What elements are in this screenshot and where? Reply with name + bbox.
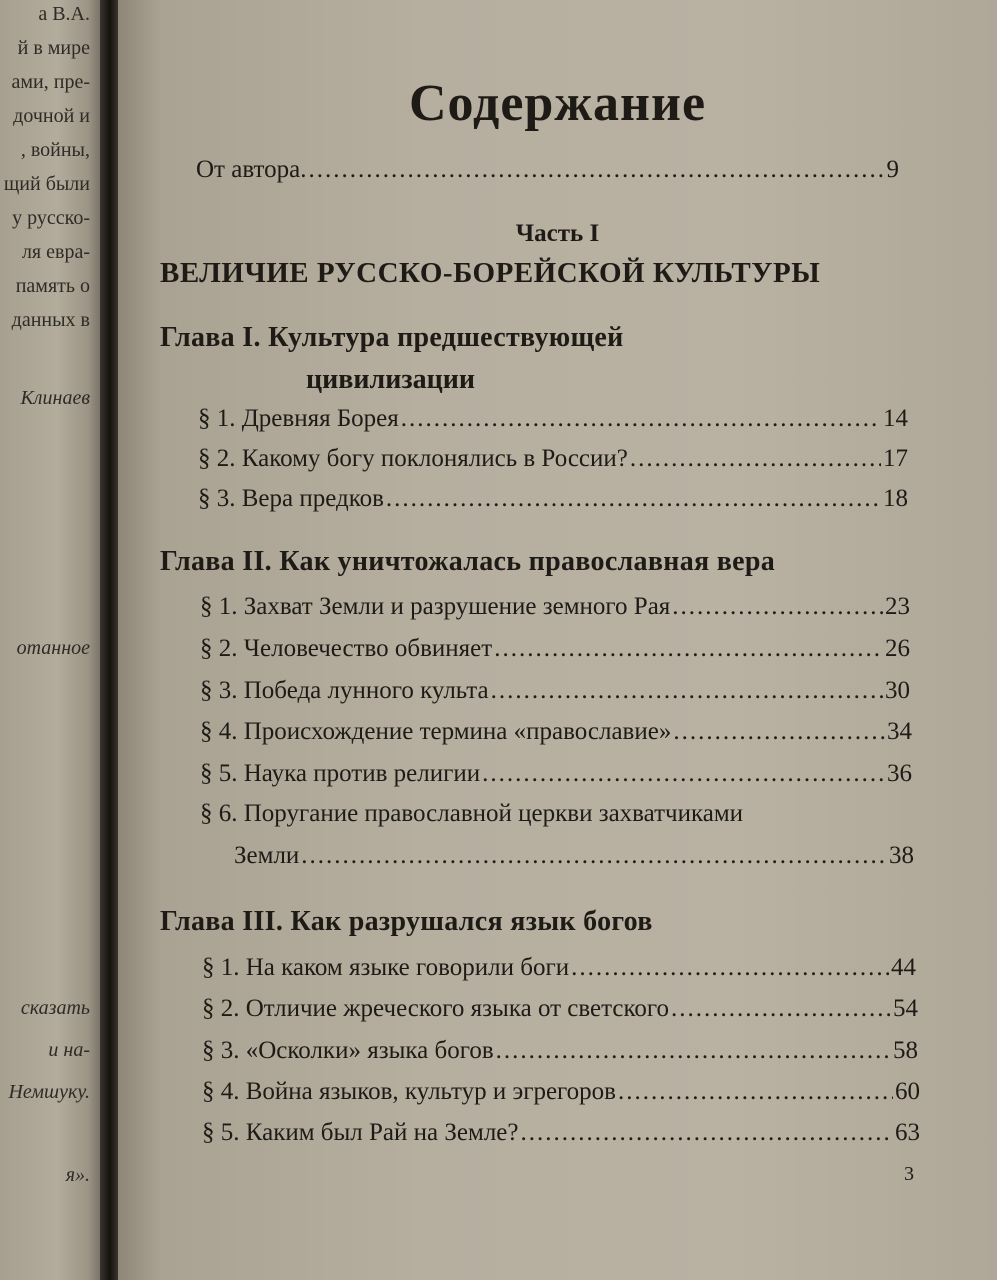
toc-entry-label: § 1. Захват Земли и разрушение земного Рая [200, 593, 671, 620]
toc-page-number: 60 [895, 1078, 920, 1105]
toc-entry-label: § 3. Победа лунного культа [200, 677, 489, 704]
toc-entry [198, 444, 908, 474]
previous-page-text: отанное [16, 637, 90, 659]
toc-entry-label: § 1. На каком языке говорили боги [202, 954, 570, 981]
toc-page-number: 30 [885, 677, 910, 704]
toc-entry-label: § 2. Человечество обвиняет [200, 635, 493, 662]
previous-page-text: а В.А. [38, 3, 90, 25]
toc-page-number: 14 [883, 405, 908, 432]
previous-page-text: данных в [11, 309, 90, 331]
previous-page-text: , войны, [20, 139, 90, 161]
toc-entry-preface [196, 155, 899, 185]
toc-page-number: 44 [891, 954, 916, 981]
toc-entry [202, 1036, 918, 1066]
dot-leader [618, 1077, 893, 1107]
toc-entry-label: § 1. Древняя Борея [198, 405, 399, 432]
dot-leader [494, 634, 883, 664]
previous-page-text: Клинаев [20, 387, 90, 409]
chapter-heading: Глава I. Культура предшествующей [160, 322, 624, 353]
toc-entry-label: От автора. [196, 156, 307, 183]
dot-leader [521, 1118, 894, 1148]
chapter-heading-continuation: цивилизации [306, 364, 476, 395]
toc-entry [202, 1077, 920, 1107]
toc-entry [200, 676, 910, 706]
toc-page-number: 17 [883, 445, 908, 472]
previous-page-text: сказать [20, 997, 90, 1019]
dot-leader [571, 953, 889, 983]
previous-page-text: у русско- [12, 207, 90, 229]
toc-page-number: 58 [893, 1037, 918, 1064]
chapter-heading: Глава III. Как разрушался язык богов [160, 906, 653, 937]
dot-leader [401, 404, 881, 434]
toc-entry-label: § 2. Какому богу поклонялись в России? [198, 445, 628, 472]
previous-page-text: щий были [3, 173, 90, 195]
dot-leader [386, 484, 881, 514]
toc-entry-label: § 5. Каким был Рай на Земле? [202, 1119, 519, 1146]
toc-page-number: 36 [887, 760, 912, 787]
previous-page [0, 0, 104, 1280]
toc-entry [198, 404, 908, 434]
previous-page-text: дочной и [13, 105, 90, 127]
toc-entry [202, 1118, 920, 1148]
contents-page [118, 0, 997, 1280]
dot-leader [673, 717, 885, 747]
part-title: ВЕЛИЧИЕ РУССКО-БОРЕЙСКОЙ КУЛЬТУРЫ [160, 257, 821, 289]
dot-leader [308, 155, 884, 185]
dot-leader [672, 592, 883, 622]
toc-entry-label: § 3. Вера предков [198, 485, 384, 512]
toc-page-number: 63 [895, 1119, 920, 1146]
previous-page-text: я». [65, 1164, 90, 1186]
dot-leader [301, 841, 887, 871]
toc-entry [198, 484, 908, 514]
chapter-heading: Глава II. Как уничтожалась православная вера [160, 546, 776, 577]
toc-page-number: 9 [886, 156, 899, 183]
previous-page-text: память о [15, 275, 90, 297]
toc-page-number: 18 [883, 485, 908, 512]
toc-entry-label-continuation: Земли [234, 842, 300, 869]
previous-page-text: Немшуку. [8, 1081, 90, 1103]
dot-leader [630, 444, 881, 474]
previous-page-text: ами, пре- [11, 71, 90, 93]
dot-leader [671, 994, 891, 1024]
toc-page-number: 34 [887, 718, 912, 745]
toc-page-number: 26 [885, 635, 910, 662]
toc-entry [202, 953, 916, 983]
part-number: Часть I [515, 220, 600, 247]
toc-entry [200, 592, 910, 622]
toc-entry [234, 841, 914, 871]
toc-entry [200, 717, 912, 747]
toc-entry-label: § 5. Наука против религии [200, 760, 481, 787]
toc-page-number: 38 [889, 842, 914, 869]
toc-entry [200, 759, 912, 789]
previous-page-text: ля евра- [21, 241, 90, 263]
dot-leader [496, 1036, 891, 1066]
toc-entry-label: § 4. Война языков, культур и эгрегоров [202, 1078, 616, 1105]
toc-entry [200, 634, 910, 664]
previous-page-text: и на- [48, 1039, 90, 1061]
toc-entry [202, 994, 918, 1024]
page-title: Содержание [408, 75, 707, 132]
dot-leader [491, 676, 883, 706]
toc-entry-label: § 2. Отличие жреческого языка от светского [202, 995, 669, 1022]
toc-entry-label: § 3. «Осколки» языка богов [202, 1037, 494, 1064]
toc-entry-label: § 4. Происхождение термина «православие» [200, 718, 672, 745]
previous-page-text: й в мире [17, 37, 90, 59]
toc-page-number: 54 [893, 995, 918, 1022]
toc-page-number: 23 [885, 593, 910, 620]
dot-leader [482, 759, 885, 789]
toc-entry-label: § 6. Поругание православной церкви захватчиками [200, 800, 744, 827]
page-number: 3 [904, 1163, 914, 1185]
